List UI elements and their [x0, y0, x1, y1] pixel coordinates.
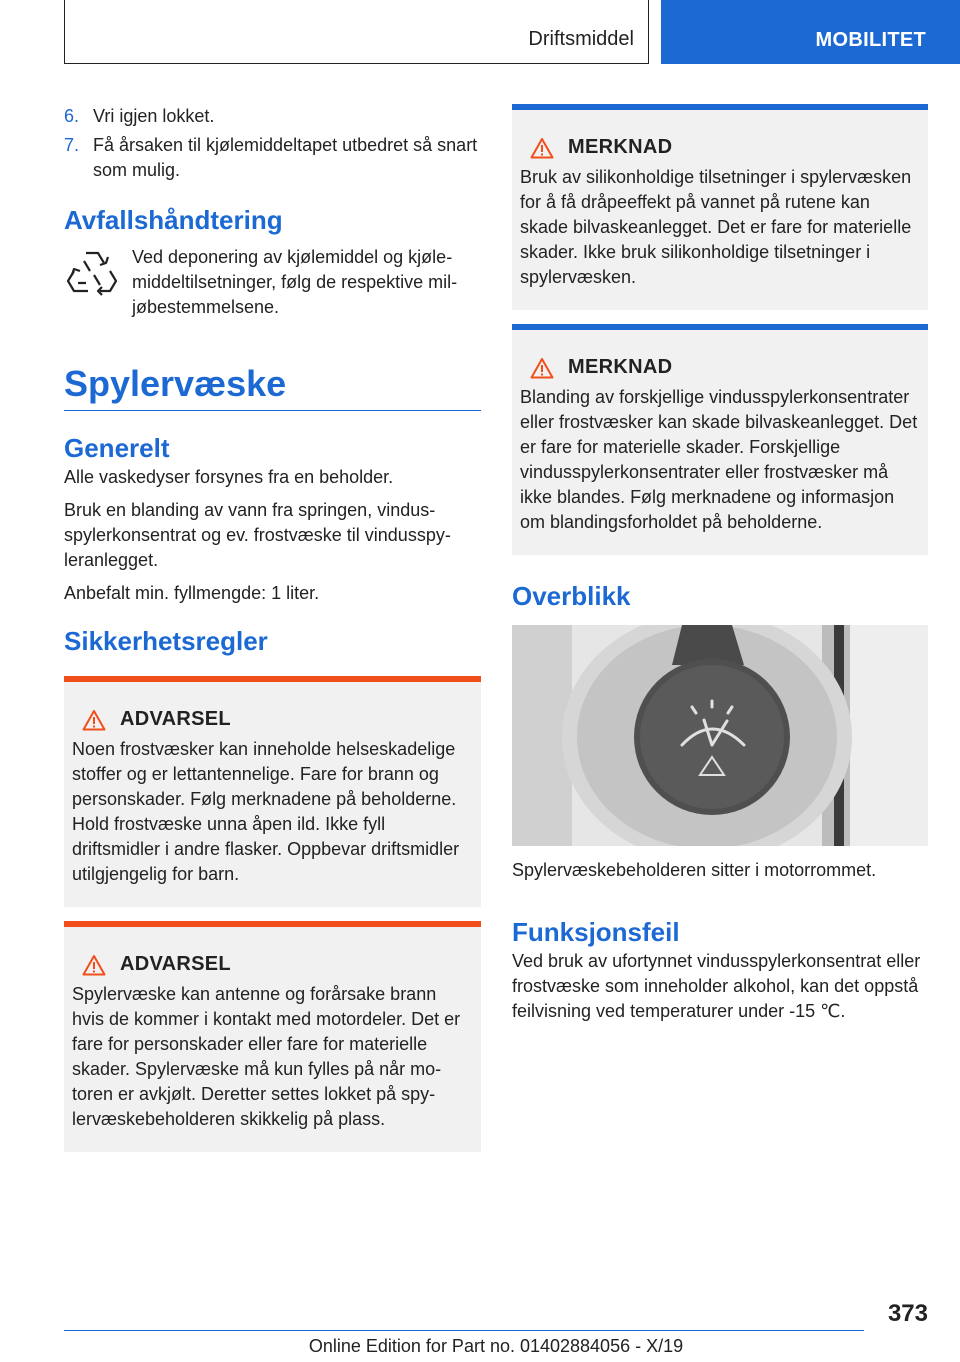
header-chapter-tab [661, 0, 960, 64]
disposal-heading: Avfallshåndtering [64, 205, 283, 235]
step-text: Få årsaken til kjølemiddeltapet utbedret så snart som mulig. [93, 135, 478, 180]
note-header [520, 356, 920, 379]
warning-label: ADVARSEL [120, 708, 231, 730]
photo-caption: Spylervæskebeholderen sitter i motorrommet. [512, 860, 877, 880]
right-column [512, 104, 928, 1024]
section-title: Driftsmiddel [528, 28, 634, 50]
warning-header [72, 953, 473, 976]
paragraph: Anbefalt min. fyllmengde: 1 liter. [64, 583, 320, 603]
overview-heading: Overblikk [512, 581, 631, 611]
general-heading: Generelt [64, 433, 170, 463]
header-section-tab [64, 0, 649, 64]
washer-reservoir-photo [512, 625, 928, 846]
warning-text: Noen frostvæsker kan inneholde helseskadelige stoffer og er lettantennelige. Fare for brann og personskader. Følg merknadene på beholderne. Hold frostvæske unna åpen ild. Ikke fyll driftsmidler i andre flasker. Oppbevar driftsmidler utilgjengelig for barn. [72, 739, 460, 884]
safety-heading: Sikkerhetsregler [64, 626, 268, 656]
warning-triangle-icon [82, 709, 106, 731]
left-column [64, 104, 481, 1152]
note-label: MERKNAD [568, 356, 673, 378]
malfunction-text: Ved bruk av ufortynnet vindusspylerkonsentrat eller frostvæske som inneholder alkohol, kan det oppstå feilvisning ved temperaturer under -15 ℃. [512, 951, 921, 1021]
paragraph: Alle vaskedyser forsynes fra en beholder. [64, 467, 394, 487]
note-text: Bruk av silikonholdige tilsetninger i spylervæsken for å få dråpeeffekt på vannet på rutene kan skade bilvaskeanlegget. Det er fare for materielle skader. Ikke bruk silikonholdige tilsetninger i spylervæsken. [520, 167, 912, 287]
page-number: 373 [887, 1300, 928, 1327]
chapter-title: Spylervæske [64, 363, 287, 404]
warning-box [64, 676, 481, 907]
notice-triangle-icon [530, 357, 554, 379]
warning-triangle-icon [82, 954, 106, 976]
chapter-tab-title: MOBILITET [815, 29, 926, 51]
step-number: 7. [64, 135, 80, 155]
chapter-title-block [64, 364, 481, 411]
paragraph: Bruk en blanding av vann fra springen, vindusspylerkonsentrat og ev. frostvæske til vindusspyleranlegget. [64, 500, 451, 570]
recycle-icon [64, 245, 120, 301]
washer-cap-illustration [512, 625, 928, 846]
warning-label: ADVARSEL [120, 953, 231, 975]
general-text [64, 465, 481, 606]
step-item [64, 104, 481, 129]
warning-text: Spylervæske kan antenne og forårsake brann hvis de kommer i kontakt med motordeler. Det er fare for personskader eller fare for materielle skader. Spylervæske må kun fylles på når motoren er avkjølt. Deretter settes lokket på spylervæskebeholderen skikkelig på plass. [72, 984, 461, 1129]
notice-triangle-icon [530, 137, 554, 159]
footer-divider [64, 1330, 864, 1331]
note-text: Blanding av forskjellige vindusspylerkonsentrater eller frostvæsker kan skade bilvaskeanlegget. Det er fare for materielle skader. Forskjellige vindusspylerkonsentrater eller frostvæsker må ikke blandes. Følg merknadene og informasjon om blandingsforholdet på beholderne. [520, 387, 918, 532]
note-header [520, 136, 920, 159]
note-label: MERKNAD [568, 136, 673, 158]
malfunction-heading: Funksjonsfeil [512, 917, 680, 947]
note-box [512, 104, 928, 310]
warning-box [64, 921, 481, 1152]
warning-header [72, 708, 473, 731]
note-box [512, 324, 928, 555]
step-item [64, 133, 481, 183]
step-text: Vri igjen lokket. [93, 106, 215, 126]
footer-edition-text: Online Edition for Part no. 01402884056 - X/19 [308, 1336, 684, 1356]
disposal-text: Ved deponering av kjølemiddel og kjølemiddeltilsetninger, følg de respektive miljøbestemmelsene. [132, 247, 458, 317]
disposal-block [64, 245, 481, 320]
step-list [64, 104, 481, 183]
step-number: 6. [64, 106, 80, 126]
